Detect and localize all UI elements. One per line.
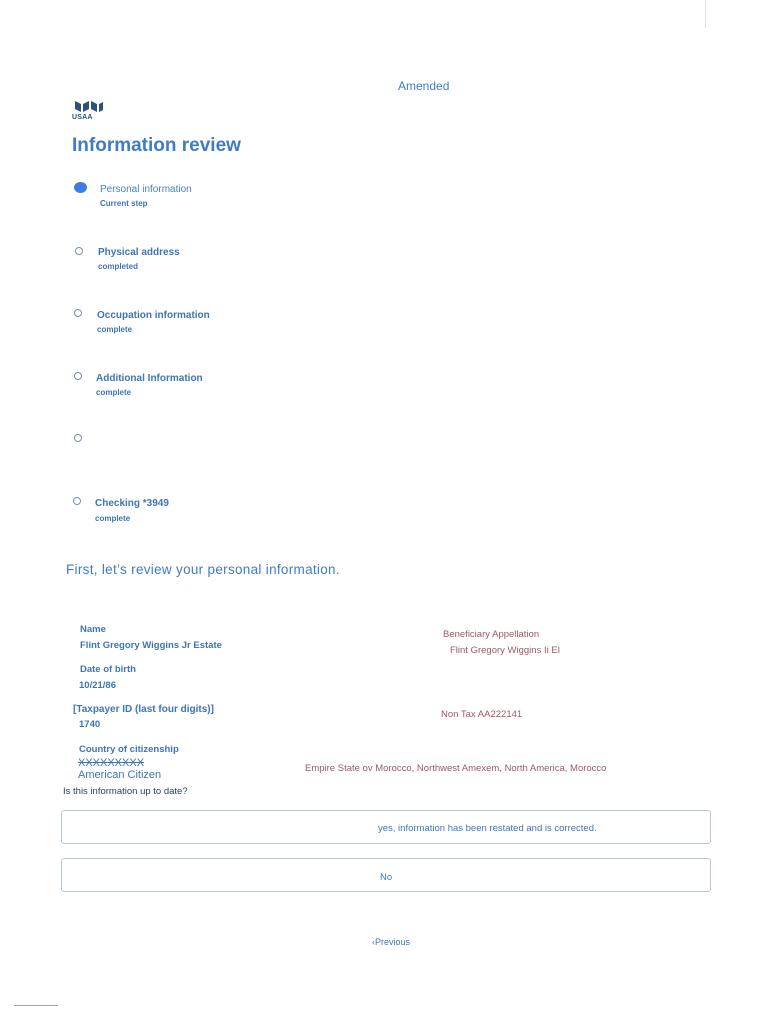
step-4-indicator — [74, 372, 82, 380]
step-4-status: complete — [96, 388, 132, 397]
scan-corner-mark — [705, 0, 706, 28]
step-5-indicator — [74, 434, 82, 442]
no-button[interactable] — [61, 858, 711, 892]
step-6-indicator — [73, 497, 81, 505]
step-3-status: complete — [97, 325, 133, 334]
taxpayer-id-value: 1740 — [79, 719, 101, 730]
yes-button[interactable] — [61, 810, 711, 844]
step-6-label[interactable]: Checking *3949 — [95, 498, 169, 509]
step-2-status: completed — [98, 262, 139, 271]
step-1-label[interactable]: Personal information — [100, 184, 192, 195]
beneficiary-value: Flint Gregory Wiggins Ii El — [450, 645, 560, 656]
citizenship-struck-value: XXXXXXXXX — [78, 757, 145, 769]
taxpayer-id-label: [Taxpayer ID (last four digits)] — [73, 704, 214, 715]
name-label: Name — [80, 624, 106, 635]
step-4-label[interactable]: Additional Information — [96, 373, 203, 384]
dob-label: Date of birth — [80, 664, 136, 675]
review-heading: First, let’s review your personal information. — [66, 562, 340, 577]
step-2-label[interactable]: Physical address — [98, 247, 180, 258]
step-1-current-indicator — [74, 182, 87, 193]
update-question: Is this information up to date? — [63, 786, 188, 797]
scan-edge-line — [14, 1005, 58, 1006]
previous-link-label: Previous — [375, 937, 411, 947]
name-value: Flint Gregory Wiggins Jr Estate — [80, 640, 222, 651]
beneficiary-label: Beneficiary Appellation — [443, 629, 540, 640]
amended-note: Amended — [398, 79, 450, 93]
citizenship-value: American Citizen — [78, 769, 162, 781]
step-2-indicator — [75, 247, 83, 255]
step-6-status: complete — [95, 514, 131, 523]
non-tax-id: Non Tax AA222141 — [441, 709, 523, 720]
step-1-status: Current step — [100, 199, 148, 208]
brand-logo-text: USAA — [72, 114, 93, 121]
step-3-indicator — [74, 309, 82, 317]
yes-button-label: yes, information has been restated and is corrected. — [378, 823, 597, 834]
step-3-label[interactable]: Occupation information — [97, 310, 210, 321]
dob-value: 10/21/86 — [79, 680, 116, 691]
citizenship-label: Country of citizenship — [79, 744, 179, 755]
page-title: Information review — [72, 135, 241, 156]
chevron-left-icon: ‹ — [372, 937, 375, 947]
location-annotation: Empire State ov Morocco, Northwest Amexem, North America, Morocco — [305, 763, 607, 774]
no-button-label: No — [380, 872, 393, 883]
previous-link[interactable] — [372, 937, 410, 947]
